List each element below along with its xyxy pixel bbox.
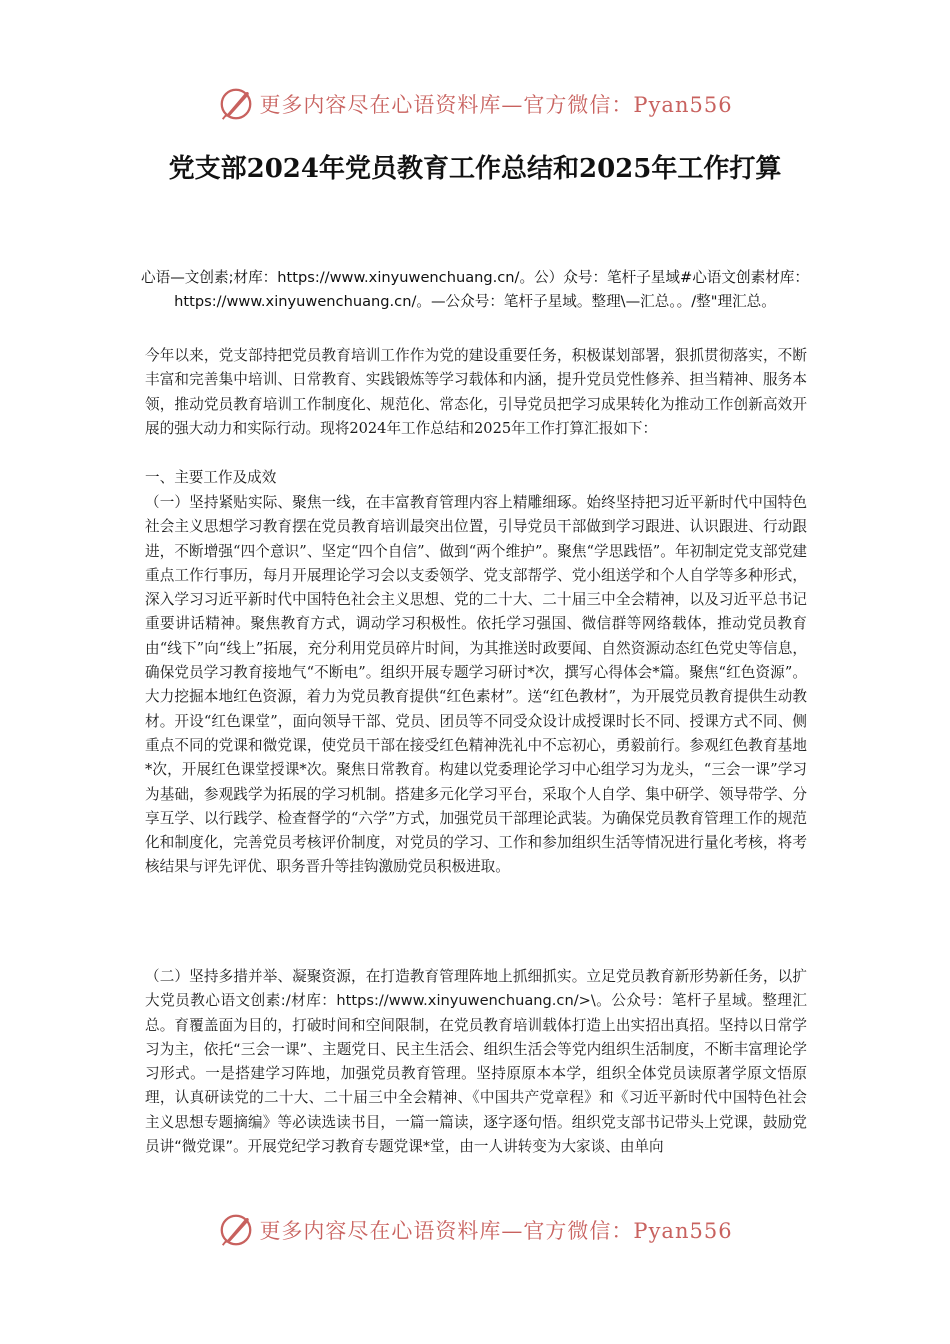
document-title: 党支部2024年党员教育工作总结和2025年工作打算 — [168, 154, 782, 184]
paragraph-2 — [145, 965, 807, 1159]
quill-pen-logo-icon — [217, 1211, 255, 1249]
paragraph-2-text: （二）坚持多措并举、凝聚资源，在打造教育管理阵地上抓细抓实。立足党员教育新形势新任务，以扩大党员教心语文创素:/材库：https://www.xinyuwenchuang.cn/>\。公众号：笔杆子星域。整理汇总。育覆盖面为目的，打破时间和空间限制，在党员教育培训载体打造上出实招出真招。坚持以日常学习为主，依托“三会一课”、主题党日、民主生活会、组织生活会等党内组织生活制度，不断丰富理论学习形式。一是搭建学习阵地，加强党员教育管理。坚持原原本本学，组织全体党员读原著学原文悟原理，认真研读党的二十大、二十届三中全会精神、《中国共产党章程》和《习近平新时代中国特色社会主义思想专题摘编》等必读选读书目，一篇一篇读，逐字逐句悟。组织党支部书记带头上党课，鼓励党员讲“微党课”。开展党纪学习教育专题党课*堂，由一人讲转变为大家谈、由单向 — [145, 968, 807, 1156]
intro-paragraph — [145, 344, 807, 441]
section-heading: 一、主要工作及成效 — [145, 469, 277, 486]
source-note: 心语—文创素;材库：https://www.xinyuwenchuang.cn/。公）众号：笔杆子星域#心语文创素材库：https://www.xinyuwenchuang.cn/。—公众号：笔杆子星域。整理\—汇总。。/整"理汇总。 — [141, 269, 809, 310]
header-banner[interactable] — [0, 84, 950, 124]
paragraph-1-text: （一）坚持紧贴实际、聚焦一线，在丰富教育管理内容上精雕细琢。始终坚持把习近平新时代中国特色社会主义思想学习教育摆在党员教育培训最突出位置，引导党员干部做到学习跟进、认识跟进、行动跟进，不断增强“四个意识”、坚定“四个自信”、做到“两个维护”。聚焦“学思践悟”。年初制定党支部党建重点工作行事历，每月开展理论学习会以支委领学、党支部帮学、党小组送学和个人自学等多种形式，深入学习习近平新时代中国特色社会主义思想、党的二十大、二十届三中全会精神，以及习近平总书记重要讲话精神。聚焦教育方式，调动学习积极性。依托学习强国、微信群等网络载体，推动党员教育由“线下”向“线上”拓展，充分利用党员碎片时间，为其推送时政要闻、自然资源动态红色党史等信息，确保党员学习教育接地气“不断电”。组织开展专题学习研讨*次，撰写心得体会*篇。聚焦“红色资源”。大力挖掘本地红色资源，着力为党员教育提供“红色素材”。送“红色教材”，为开展党员教育提供生动教材。开设“红色课堂”，面向领导干部、党员、团员等不同受众设计成授课时长不同、授课方式不同、侧重点不同的党课和微党课，使党员干部在接受红色精神洗礼中不忘初心，勇毅前行。参观红色教育基地*次，开展红色课堂授课*次。聚焦日常教育。构建以党委理论学习中心组学习为龙头，“三会一课”学习为基础，参观践学为拓展的学习机制。搭建多元化学习平台，采取个人自学、集中研学、领导带学、分享互学、以行践学、检查督学的“六学”方式，加强党员干部理论武装。为确保党员教育管理工作的规范化和制度化，完善党员考核评价制度，对党员的学习、工作和参加组织生活等情况进行量化考核，将考核结果与评先评优、职务晋升等挂钩激励党员积极进取。 — [145, 494, 807, 876]
footer-banner[interactable] — [0, 1210, 950, 1250]
banner-text: 更多内容尽在心语资料库—官方微信：Pyan556 — [259, 1219, 733, 1243]
intro-text: 今年以来，党支部持把党员教育培训工作作为党的建设重要任务，积极谋划部署，狠抓贯彻落实，不断丰富和完善集中培训、日常教育、实践锻炼等学习载体和内涵，提升党员党性修养、担当精神、服务本领，推动党员教育培训工作制度化、规范化、常态化，引导党员把学习成果转化为推动工作创新高效开展的强大动力和实际行动。现将2024年工作总结和2025年工作打算汇报如下： — [145, 347, 807, 437]
banner-text: 更多内容尽在心语资料库—官方微信：Pyan556 — [259, 93, 733, 117]
paragraph-1 — [145, 491, 807, 880]
quill-pen-logo-icon — [217, 85, 255, 123]
